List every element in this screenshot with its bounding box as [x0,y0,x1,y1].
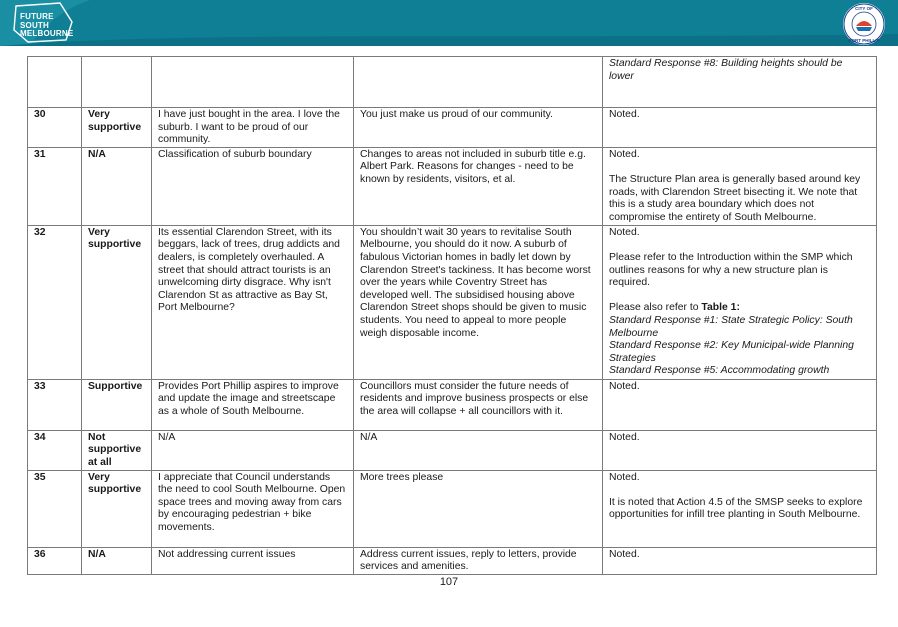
response-paragraph [609,252,870,290]
future-south-melbourne-logo: FUTURE SOUTH MELBOURNE [20,12,74,38]
response-text: Standard Response #8: Building heights should be lower [609,58,843,82]
response-paragraph [609,497,870,522]
response-text: Noted. [609,471,640,483]
support-level-cell: Very supportive [82,108,152,148]
comment-cell: Its essential Clarendon Street, with its beggars, lack of trees, drug addicts and dealers, is completely overhauled. A street that should attract tourists is an unwelcoming dirty disgrace. Why isn't Clarendon St as attractive as Bay St, Port Melbourne? [152,225,354,379]
submission-number-cell: 36 [28,547,82,574]
response-paragraph [609,549,870,562]
response-text: It is noted that Action 4.5 of the SMSP seeks to explore opportunities for infill tree planting in South Melbourne. [609,496,863,521]
svg-text:PORT PHILLIP: PORT PHILLIP [848,38,880,43]
response-paragraph [609,340,870,365]
table-row [28,379,877,430]
response-paragraph [609,365,870,378]
submission-number-cell [28,57,82,108]
paragraph-spacer [609,161,870,174]
submission-number-cell: 32 [28,225,82,379]
response-text: Please refer to the Introduction within the SMP which outlines reasons for why a new structure plan is required. [609,251,853,289]
response-paragraph [609,302,870,315]
additional-comment-cell: You just make us proud of our community. [354,108,603,148]
response-paragraph [609,227,870,240]
paragraph-spacer [609,484,870,497]
support-level-cell: Not supportive at all [82,430,152,470]
comment-cell: Not addressing current issues [152,547,354,574]
response-text: Noted. [609,380,640,392]
svg-text:CITY OF: CITY OF [855,6,873,11]
response-text: Noted. [609,431,640,443]
response-text: Standard Response #2: Key Municipal-wide Planning Strategies [609,340,854,364]
response-text: Noted. [609,148,640,160]
submission-number-cell: 34 [28,430,82,470]
table-row [28,57,877,108]
council-response-cell [603,430,877,470]
support-level-cell: Supportive [82,379,152,430]
table-reference: Table 1: [701,302,740,314]
submission-number-cell: 31 [28,147,82,225]
response-paragraph [609,109,870,122]
page-number: 107 [439,576,459,588]
submission-number-cell: 35 [28,470,82,547]
response-paragraph [609,472,870,485]
comment-cell [152,57,354,108]
additional-comment-cell: You shouldn’t wait 30 years to revitalise South Melbourne, you should do it now. A suburb of fabulous Victorian homes in badly let down by Clarendon Street's tackiness. It has become worst over the years while Coventry Street has developed well. The subsidised housing above Clarendon Street shops should be given to music students. You need to appeal to more people weigh disposable income. [354,225,603,379]
paragraph-spacer [609,290,870,303]
response-text: Noted. [609,548,640,560]
header-banner [0,0,898,46]
additional-comment-cell: Councillors must consider the future needs of residents and improve business prospects or else the area will collapse + all councillors with it. [354,379,603,430]
comment-cell: I have just bought in the area. I love the suburb. I want to be proud of our community. [152,108,354,148]
additional-comment-cell: N/A [354,430,603,470]
response-text: The Structure Plan area is generally based around key roads, with Clarendon Street bisecting it. We note that this is a study area boundary which does not compromise the entirety of South Melbourne. [609,173,861,223]
response-paragraph [609,149,870,162]
response-text: Noted. [609,226,640,238]
response-paragraph [609,381,870,394]
response-text: Standard Response #1: State Strategic Policy: South Melbourne [609,314,853,339]
council-response-cell [603,225,877,379]
comment-cell: N/A [152,430,354,470]
submission-number-cell: 33 [28,379,82,430]
support-level-cell: Very supportive [82,225,152,379]
support-level-cell: Very supportive [82,470,152,547]
table-row [28,547,877,574]
table-row [28,470,877,547]
table-row [28,430,877,470]
support-level-cell: N/A [82,547,152,574]
submission-number-cell: 30 [28,108,82,148]
submissions-table [27,56,877,575]
comment-cell: I appreciate that Council understands the need to cool South Melbourne. Open space trees and moving away from cars by encouraging pedestrian + bike movements. [152,470,354,547]
council-response-cell [603,379,877,430]
banner-wave-graphic [0,0,898,46]
support-level-cell [82,57,152,108]
response-paragraph [609,174,870,224]
council-response-cell [603,147,877,225]
additional-comment-cell [354,57,603,108]
support-level-cell: N/A [82,147,152,225]
response-text: Noted. [609,109,640,120]
response-paragraph [609,432,870,445]
city-of-port-phillip-seal [842,2,886,46]
table-row [28,225,877,379]
paragraph-spacer [609,239,870,252]
additional-comment-cell: Changes to areas not included in suburb title e.g. Albert Park. Reasons for changes - need to be known by residents, visitors, et al. [354,147,603,225]
response-text: Standard Response #5: Accommodating growth [609,365,830,377]
response-paragraph [609,315,870,340]
council-response-cell [603,547,877,574]
table-row [28,108,877,148]
response-text: Please also refer to [609,302,702,314]
council-response-cell [603,57,877,108]
submissions-table-body [28,57,877,575]
table-row [28,147,877,225]
additional-comment-cell: More trees please [354,470,603,547]
council-response-cell [603,470,877,547]
additional-comment-cell: Address current issues, reply to letters, provide services and amenities. [354,547,603,574]
comment-cell: Provides Port Phillip aspires to improve and update the image and streetscape as a whole of South Melbourne. [152,379,354,430]
council-response-cell [603,108,877,148]
response-paragraph [609,58,870,83]
comment-cell: Classification of suburb boundary [152,147,354,225]
